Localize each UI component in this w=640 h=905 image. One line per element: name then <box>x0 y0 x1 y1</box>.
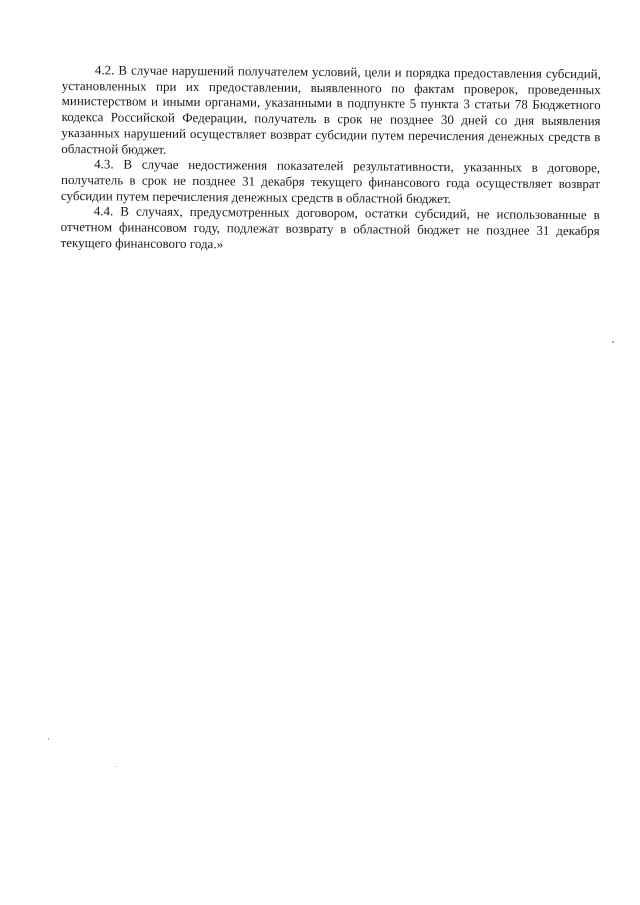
scan-speck <box>48 738 49 740</box>
scan-speck <box>116 766 117 767</box>
paragraph-4-4: 4.4. В случаях, предусмотренных договором, остатки субсидий, не использованные в отчетном финансовом году, подлежат возврату в областной бюджет не позднее 31 декабря текущего финансового года.» <box>60 203 600 252</box>
scan-speck <box>612 341 614 343</box>
paragraph-4-2: 4.2. В случае нарушений получателем условий, цели и порядка предоставления субсидий, установленных при их предоставлении, выявленного по фактам проверок, проведенных министерством и иными органами, указанными в подпункте 5 пункта 3 статьи 78 Бюджетного кодекса Российской Федерации, получатель в срок не позднее 30 дней со дня выявления указанных нарушений осуществляет возврат субсидии путем перечисления денежных средств в областной бюджет. <box>61 62 601 157</box>
paragraph-4-3: 4.3. В случае недостижения показателей результативности, указанных в договоре, получатель в срок не позднее 31 декабря текущего финансового года осуществляет возврат субсидии путем перечисления денежных средств в областной бюджет. <box>60 156 601 206</box>
document-body <box>61 62 601 255</box>
